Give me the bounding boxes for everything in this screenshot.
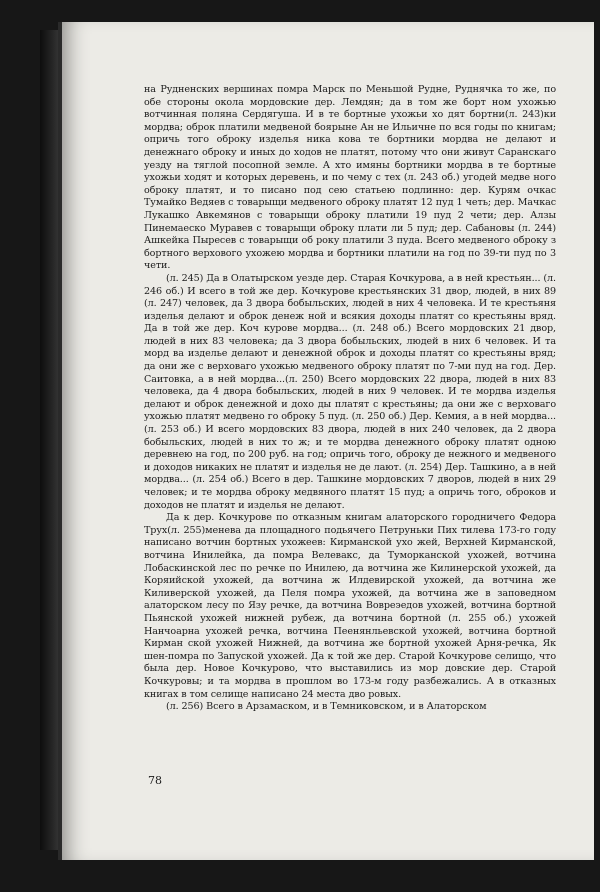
paragraph: Да к дер. Кочкурове по отказным книгам алаторского городничего Федора Трух(л. 255)менева да площадного подьячего Петруньки Пих тилева 173-го году написано вотчин бортных ухожеев: Кирманской ухо жей, Верхней Кирманской, вотчина Инилейка, да помра Велевакс, да Туморканской ухожей, вотчина Лобаскинской лес по речке по Инилею, да вотчина же Килинерской ухожей, да Коряийской ухожей, да вотчина ж Илдевирской ухожей, да вотчина же Киливерской ухожей, да Пеля помра ухожей, да вотчина же в заповедном алаторском лесу по Язу речке, да вотчина Вовреэедов ухожей, вотчина бортной Пьянской ухожей нижней рубеж, да вотчина бортной (л. 255 об.) ухожей Нанчоарна ухожей речка, вотчина Пеенянльевской ухожей, вотчина бортной Кирман ской ухожей Нижней, да вотчина же бортной ухожей Арня-речка, Як шен-помра по Запуской ухожей. Да к той же дер. Старой Кочкурове селищо, что была дер. Новое Кочкурово, что выставились из мор довские дер. Старой Кочкуровы; и та мордва в прошлом во 173-м году разбежались. А в отказных книгах в том селище написано 24 места дво ровых. <box>144 512 556 700</box>
paragraph: (л. 256) Всего в Арзамаском, и в Темниковском, и в Алаторском <box>166 701 487 713</box>
paragraph: на Рудненских вершинах помра Марск по Меньшой Рудне, Руднячка то же, по обе стороны окола мордовские дер. Лемдян; да в том же борт ном ухожью вотчинная поляна Сердягуша. И в те бортные ухожьи хо дят бортни(л. 243)ки мордва; оброк платили медвеной боярыне Ан не Ильичне по вся годы по книгам; опричь того оброку изделья ника кова те бортники мордва не делают и денежнаго оброку и иных до ходов не платят, потому что они живут Саранскаго уезду на тяглой посопной земле. А хто имяны бортники мордва в те бортные ухожьи ходят и которых деревень, и по чему с тех (л. 243 об.) угодей медве ного оброку платят, и то писано под сею статьею подлинно: дер. Курям очкас Тумайко Ведяев с товарыщи медвеного оброку платят 12 пуд 1 четь; дер. Мачкас Лукашко Авкемянов с товарыщи оброку платили 19 пуд 2 чети; дер. Алзы Пинемаеско Муравев с товарыщи оброку плати ли 5 пуд; дер. Сабановы (л. 244) Ашкейка Пыресев с товарыщи об року платили 3 пуда. Всего медвеного оброку з бортного верхового ухожею мордва и бортники платили на год по 39-ти пуд по 3 чети. <box>144 84 556 272</box>
paragraph: (л. 245) Да в Олатырском уезде дер. Старая Кочкурова, а в ней крестьян... (л. 246 об.) И всего в той же дер. Кочкурове крестьянских 31 двор, людей, в них 89 (л. 247) человек, да 3 двора бобыльских, людей в них 4 человека. И те крестьяня изделья делают и оброк денеж ной и всякия доходы платят со крестьяны вряд. Да в той же дер. Коч курове мордва... (л. 248 об.) Всего мордовских 21 двор, людей в них 83 человека; да 3 двора бобыльских, людей в них 6 человек. И та морд ва изделье делают и денежной оброк и доходы платят со крестьяны вряд; да они же с верховаго ухожью медвеного оброку платят по 7-ми пуд на год. Дер. Саитовка, а в ней мордва...(л. 250) Всего мордовских 22 двора, людей в них 83 человека, да 4 двора бобыльских, людей в них 9 человек. И те мордва изделья делают и оброк денежной и дохо ды платят с крестьяны; да они же с верховаго ухожью платят медвено го оброку 5 пуд. (л. 250 об.) Дер. Кемия, а в ней мордва... (л. 253 об.) И всего мордовских 83 двора, людей в них 240 человек, да 2 двора бобыльских, людей в них то ж; и те мордва денежного оброку платят одною деревнею на год, по 200 руб. на год; опричь того, оброку де нежного и медвеного и доходов никаких не платят и изделья не де лают. (л. 254) Дер. Ташкино, а в ней мордва... (л. 254 об.) Всего в дер. Ташкине мордовских 7 дворов, людей в них 29 человек; и те мордва оброку медвяного платят 15 пуд; а опричь того, оброков и доходов не платят и изделья не делают. <box>144 272 556 511</box>
page-text <box>144 84 556 714</box>
page-number: 78 <box>148 774 162 787</box>
